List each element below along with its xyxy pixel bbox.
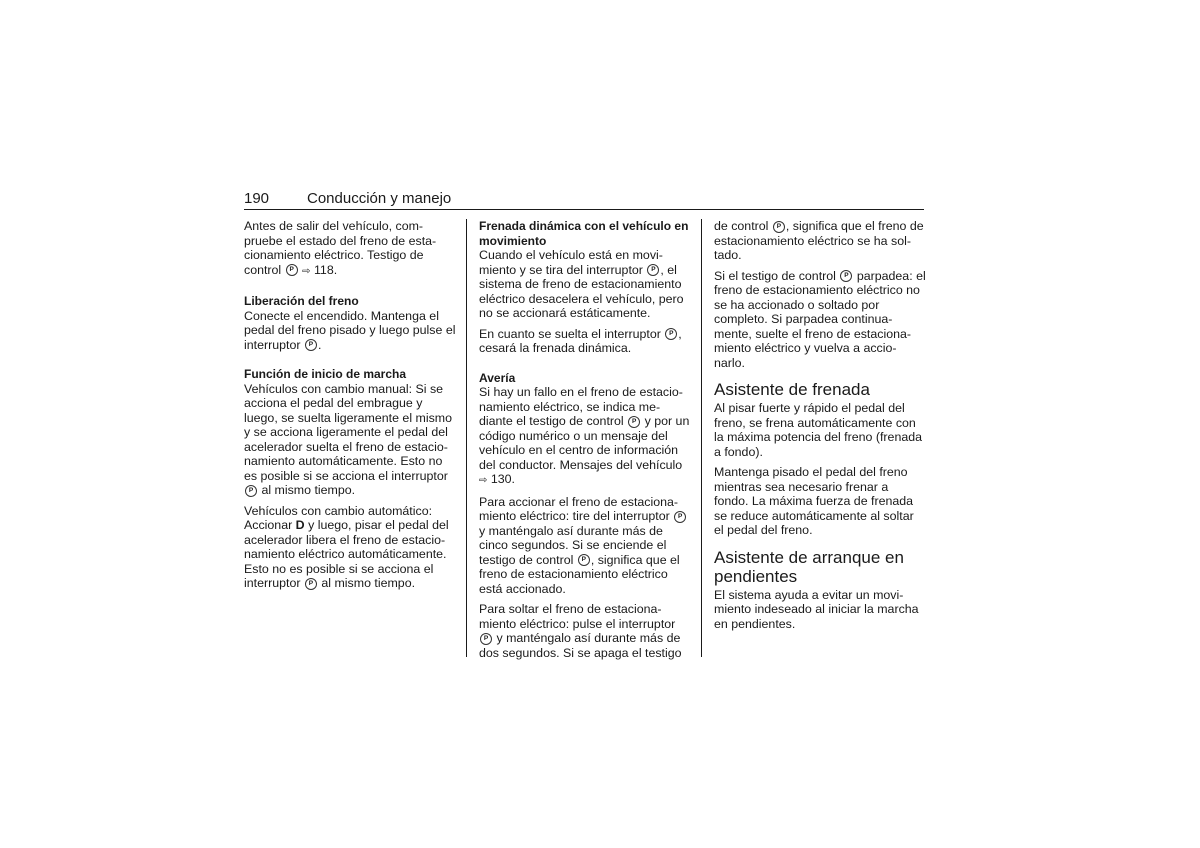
- subheading-inicio-marcha: Función de inicio de marcha: [244, 367, 407, 381]
- paragraph-text: Cuando el vehículo está en movi- miento y se tira del interruptor: [479, 248, 663, 277]
- section-title: Conducción y manejo: [307, 190, 452, 207]
- paragraph-text: y por un código numérico o un mensaje del vehículo en el centro de información del conductor. Mensajes del vehículo: [479, 414, 690, 472]
- parking-brake-icon: P: [773, 221, 785, 233]
- paragraph: Mantenga pisado el pedal del freno mientras sea necesario frenar a fondo. La máxima fuerza de frenada se reduce automáticamente al soltar el pedal del freno.: [714, 465, 914, 537]
- paragraph: [479, 495, 691, 597]
- page-ref: 130.: [490, 472, 515, 486]
- column-divider-2: [701, 219, 702, 657]
- paragraph-text: , el sistema de freno de estacionamiento eléctrico desacelera el vehículo, pero no se accionará estáticamente.: [479, 262, 684, 320]
- page-ref-arrow-icon: ⇨: [302, 265, 311, 277]
- page-header: [244, 189, 924, 210]
- paragraph-text: Vehículos con cambio manual: Si se acciona el pedal del embrague y luego, se suelta ligeramente el mismo y se acciona ligeramente el pedal del acelerador suelta el freno de estacio- namiento automáticamente. Esto no es posible si se acciona el interruptor: [244, 381, 452, 483]
- paragraph: [479, 327, 691, 356]
- page-ref: 118.: [313, 262, 338, 277]
- paragraph: [244, 504, 456, 591]
- page-number: 190: [244, 190, 270, 207]
- parking-brake-icon: P: [578, 554, 590, 566]
- paragraph-text: , cesará la frenada dinámica.: [479, 326, 682, 355]
- parking-brake-icon: P: [286, 264, 298, 276]
- parking-brake-switch-icon: P: [480, 633, 492, 645]
- paragraph: [479, 385, 691, 489]
- paragraph-text: Vehículos con cambio automático: Accionar: [244, 503, 433, 532]
- paragraph-text: al mismo tiempo.: [321, 576, 416, 590]
- brake-warning-light-icon: P: [628, 416, 640, 428]
- parking-brake-switch-icon: P: [305, 578, 317, 590]
- paragraph-text: al mismo tiempo.: [261, 483, 356, 497]
- paragraph: [714, 219, 926, 263]
- paragraph: [244, 219, 456, 279]
- gear-position-d: D: [295, 518, 305, 532]
- subheading-frenada-dinamica: Frenada dinámica con el vehículo en movimiento: [479, 219, 689, 248]
- page-ref-arrow-icon: ⇨: [479, 475, 488, 486]
- paragraph-text: Si el testigo de control: [714, 268, 836, 283]
- paragraph-text: , significa que el freno de estacionamiento eléctrico se ha sol- tado.: [714, 219, 924, 262]
- parking-brake-switch-icon: P: [305, 339, 317, 351]
- paragraph: [244, 309, 456, 353]
- paragraph-text: , significa que el freno de estacionamiento eléctrico está accionado.: [479, 552, 680, 596]
- paragraph-text: Si hay un fallo en el freno de estacio- namiento eléctrico, se indica me- diante el testigo de control: [479, 385, 683, 428]
- paragraph-text: parpadea: el freno de estacionamiento eléctrico no se ha accionado o soltado por completo. Si parpadea continua- mente, suelte el freno de estaciona- miento eléctrico y vuelva a accio- narlo.: [714, 268, 926, 370]
- paragraph-text: Para accionar el freno de estaciona- miento eléctrico: tire del interruptor: [479, 494, 679, 523]
- column-3: [714, 219, 926, 637]
- paragraph: [479, 602, 691, 660]
- parking-brake-switch-icon: P: [647, 264, 659, 276]
- subheading-liberacion: Liberación del freno: [244, 294, 359, 308]
- paragraph-text: y luego, pisar el pedal del acelerador libera el freno de estacio- namiento eléctrico automáticamente. Esto no es posible si se acciona el interruptor: [244, 518, 449, 590]
- paragraph-text: Conecte el encendido. Mantenga el pedal del freno pisado y luego pulse el interruptor: [244, 308, 456, 352]
- parking-brake-switch-icon: P: [674, 511, 686, 523]
- parking-brake-switch-icon: P: [245, 485, 257, 497]
- column-1: [244, 219, 456, 597]
- parking-brake-icon: P: [840, 270, 852, 282]
- parking-brake-switch-icon: P: [665, 328, 677, 340]
- subheading-averia: Avería: [479, 370, 516, 385]
- paragraph: Al pisar fuerte y rápido el pedal del freno, se frena automáticamente con la máxima potencia del freno (frenada a fondo).: [714, 401, 923, 459]
- column-2: [479, 219, 691, 666]
- paragraph-text: de control: [714, 219, 769, 233]
- paragraph-text: y manténgalo así durante más de cinco segundos. Si se enciende el testigo de control: [479, 523, 667, 567]
- paragraph-text: En cuanto se suelta el interruptor: [479, 326, 661, 341]
- paragraph-text: Antes de salir del vehículo, com- pruebe el estado del freno de esta- cionamiento eléctrico. Testigo de control: [244, 219, 437, 277]
- paragraph-text: .: [317, 337, 322, 352]
- paragraph: [479, 248, 691, 321]
- paragraph: [244, 382, 456, 498]
- heading-asistente-frenada: Asistente de frenada: [714, 380, 870, 399]
- column-divider-1: [466, 219, 467, 657]
- paragraph-text: y manténgalo así durante más de dos segundos. Si se apaga el testigo: [479, 631, 682, 660]
- paragraph: [714, 269, 926, 371]
- heading-asistente-arranque: Asistente de arranque en pendientes: [714, 547, 904, 586]
- paragraph: El sistema ayuda a evitar un movi- miento indeseado al iniciar la marcha en pendientes.: [714, 587, 919, 631]
- paragraph-text: Para soltar el freno de estaciona- miento eléctrico: pulse el interruptor: [479, 602, 676, 631]
